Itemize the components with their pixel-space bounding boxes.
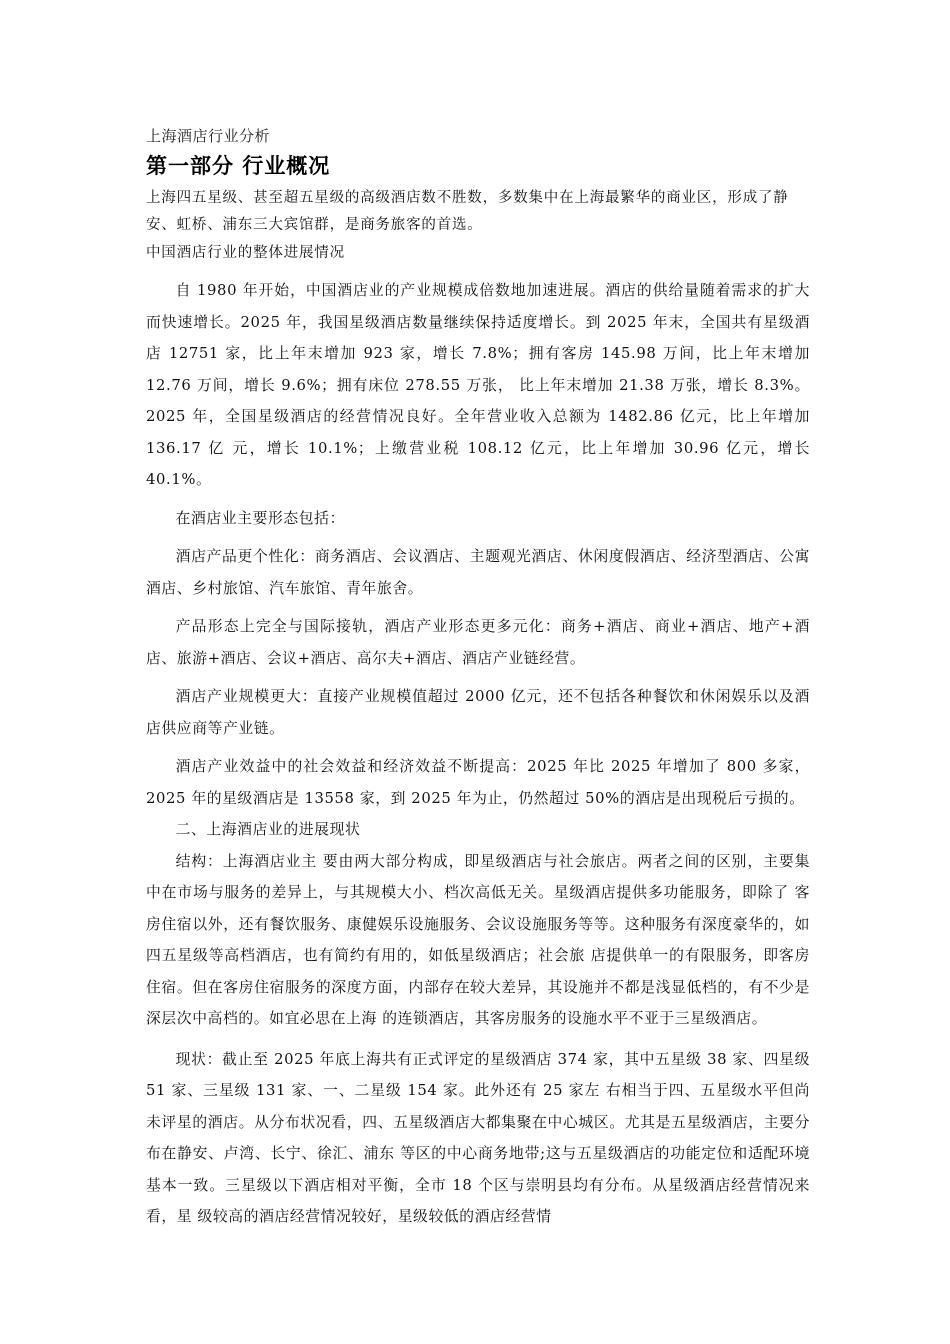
paragraph-structure: 结构：上海酒店业主 要由两大部分构成，即星级酒店与社会旅店。两者之间的区别，主要集中在市场与服务的差异上，与其规模大小、档次高低无关。星级酒店提供多功能服务，即除了 客房住宿以外，还有餐饮服务、康健娱乐设施服务、会议设施服务等等。这种服务有深度豪华的，如四五星级等高档酒店，也有简约有用的，如低星级酒店；社会旅 店提供单一的有限服务，即客房住宿。但在客房住宿服务的深度方面，内部存在较大差异，其设施并不都是浅显低档的，有不少是深层次中高档的。如宜必思在上海 的连锁酒店，其客房服务的设施水平不亚于三星级酒店。 bbox=[146, 852, 810, 1027]
paragraph-scale: 酒店产业规模更大：直接产业规模值超过 2000 亿元，还不包括各种餐饮和休闲娱乐以及酒店供应商等产业链。 bbox=[146, 688, 810, 737]
paragraph-growth: 自 1980 年开始，中国酒店业的产业规模成倍数地加速进展。酒店的供给量随着需求的扩大而快速增长。2025 年，我国星级酒店数量继续保持适度增长。到 2025 年末，全国共有星级酒店 12751 家，比上年末增加 923 家，增长 7.8%；拥有客房 145.98 万间，比上年末增加 12.76 万间，增长 9.6%；拥有床位 278.55 万张， 比上年末增加 21.38 万张，增长 8.3%。2025 年，全国星级酒店的经营情况良好。全年营业收入总额为 1482.86 亿元，比上年增加 136.17 亿 元，增长 10.1%；上缴营业税 108.12 亿元，比上年增加 30.96 亿元，增长 40.1%。 bbox=[146, 282, 810, 488]
paragraph-forms-intro: 在酒店业主要形态包括： bbox=[175, 509, 345, 527]
paragraph-industry-forms: 产品形态上完全与国际接轨，酒店产业形态更多元化：商务+酒店、商业+酒店、地产+酒店、旅游+酒店、会议+酒店、高尔夫+酒店、酒店产业链经营。 bbox=[146, 618, 810, 667]
sub-heading: 中国酒店行业的整体进展情况 bbox=[146, 245, 345, 261]
paragraph-benefits: 酒店产业效益中的社会效益和经济效益不断提高：2025 年比 2025 年增加了 800 多家，2025 年的星级酒店是 13558 家，到 2025 年为止，仍然超过 50%的酒店是出现税后亏损的。 bbox=[146, 758, 810, 807]
document-title: 上海酒店行业分析 bbox=[146, 127, 271, 145]
intro-paragraph: 上海四五星级、甚至超五星级的高级酒店数不胜数，多数集中在上海最繁华的商业区，形成了静安、虹桥、浦东三大宾馆群，是商务旅客的首选。 bbox=[146, 190, 789, 233]
section-heading: 第一部分 行业概况 bbox=[146, 154, 331, 178]
document-body bbox=[146, 275, 810, 1233]
paragraph-shanghai-heading: 二、上海酒店业的进展现状 bbox=[175, 821, 361, 838]
paragraph-status: 现状：截止至 2025 年底上海共有正式评定的星级酒店 374 家，其中五星级 38 家、四星级 51 家、三星级 131 家、一、二星级 154 家。此外还有 25 家左 右相当于四、五星级水平但尚未评星的酒店。从分布状况看，四、五星级酒店大都集聚在中心城区。尤其是五星级酒店，主要分布在静安、卢湾、长宁、徐汇、浦东 等区的中心商务地带;这与五星级酒店的功能定位和适配环境基本一致。三星级以下酒店相对平衡，全市 18 个区与崇明县均有分布。从星级酒店经营情况来看，星 级较高的酒店经营情况较好，星级较低的酒店经营情 bbox=[146, 1050, 810, 1225]
paragraph-product-types: 酒店产品更个性化：商务酒店、会议酒店、主题观光酒店、休闲度假酒店、经济型酒店、公寓酒店、乡村旅馆、汽车旅馆、青年旅舍。 bbox=[146, 548, 810, 597]
